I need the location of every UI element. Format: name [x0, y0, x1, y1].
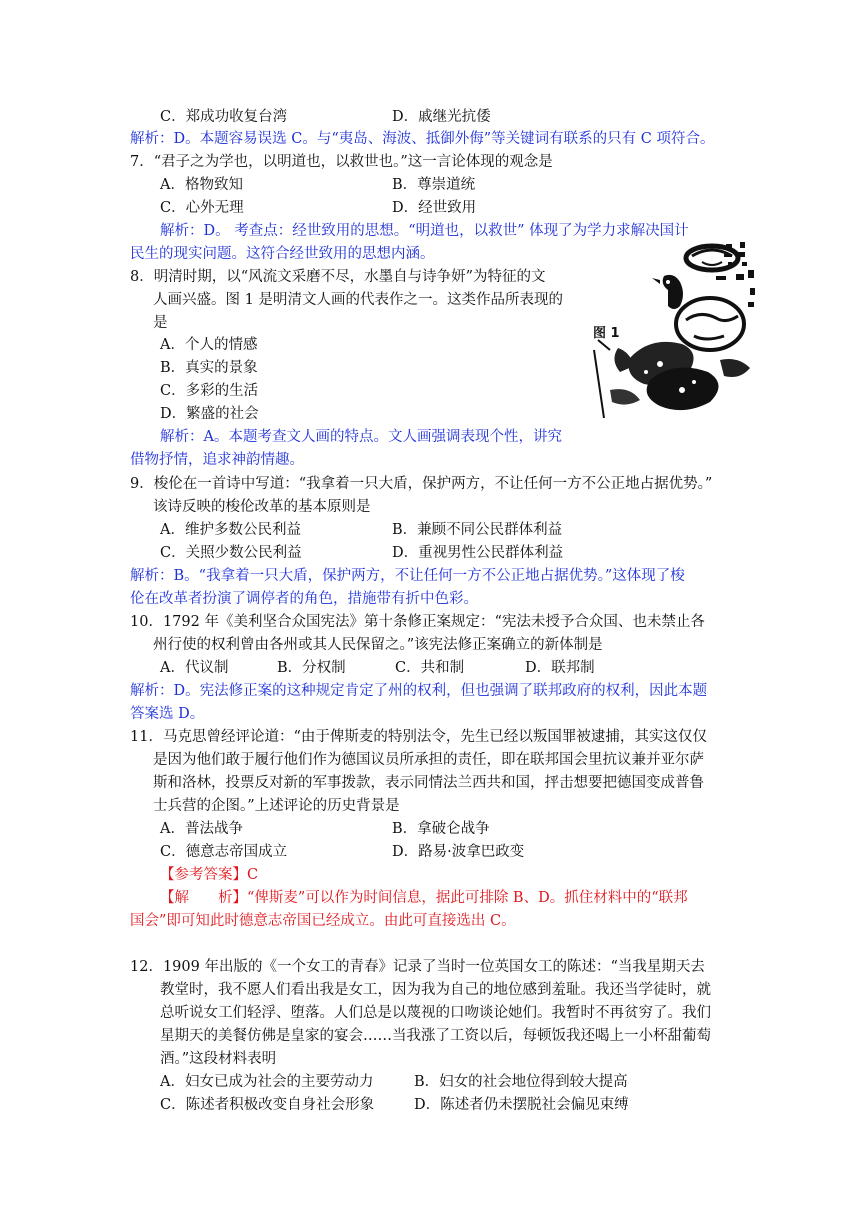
- q8-stem-line2: 人画兴盛。图 1 是明清文人画的代表作之一。这类作品所表现的: [153, 292, 563, 308]
- q11-option-d: D．路易·波拿巴政变: [392, 844, 525, 860]
- q9-option-a: A．维护多数公民利益: [160, 522, 301, 538]
- q7-option-b: B．尊崇道统: [392, 177, 476, 193]
- q7-option-c: C．心外无理: [160, 200, 244, 216]
- q8-stem-line3: 是: [153, 315, 168, 331]
- q11-stem-line1: 11．马克思曾经评论道：“由于俾斯麦的特别法令，先生已经以叛国罪被逮捕，其实这仅仅: [130, 729, 707, 745]
- q9-analysis-line2: 伦在改革者扮演了调停者的角色，措施带有折中色彩。: [130, 591, 478, 607]
- q12-option-c: C．陈述者积极改变自身社会形象: [160, 1097, 375, 1113]
- q12-stem-line1: 12．1909 年出版的《一个女工的青春》记录了当时一位英国女工的陈述：“当我星期天去: [130, 959, 705, 975]
- q9-option-d: D．重视男性公民群体利益: [392, 545, 564, 561]
- q12-stem-line2: 教堂时，我不愿人们看出我是女工，因为我为自己的地位感到羞耻。我还当学徒时，就: [160, 982, 711, 998]
- q8-option-c: C．多彩的生活: [160, 383, 259, 399]
- q9-option-b: B．兼顾不同公民群体利益: [392, 522, 563, 538]
- q10-option-b: B．分权制: [277, 660, 346, 676]
- q11-analysis-line1: 【解 析】“俾斯麦”可以作为时间信息，据此可排除 B、D。抓住材料中的“联邦: [160, 890, 688, 906]
- q7-stem: 7．“君子之为学也，以明道也，以救世也。”这一言论体现的观念是: [130, 154, 553, 170]
- q11-stem-line4: 士兵营的企图。”上述评论的历史背景是: [153, 798, 400, 814]
- q12-stem-line4: 星期天的美餐仿佛是皇家的宴会……当我涨了工资以后，每顿饭我还喝上一小杯甜葡萄: [160, 1028, 711, 1044]
- q12-option-d: D．陈述者仍未摆脱社会偏见束缚: [414, 1097, 629, 1113]
- q10-option-a: A．代议制: [160, 660, 229, 676]
- q10-option-d: D．联邦制: [525, 660, 595, 676]
- q10-stem-line1: 10．1792 年《美利坚合众国宪法》第十条修正案规定：“宪法未授予合众国、也未禁止各: [130, 614, 705, 630]
- q6-analysis: 解析：D。本题容易误选 C。与“夷岛、海波、抵御外侮”等关键词有联系的只有 C 项符合。: [130, 131, 715, 147]
- q9-stem-line2: 该诗反映的梭伦改革的基本原则是: [153, 499, 371, 515]
- q9-stem-line1: 9．梭伦在一首诗中写道：“我拿着一只大盾，保护两方，不让任何一方不公正地占据优势。”: [130, 476, 713, 492]
- q11-analysis-line2: 国会”即可知此时德意志帝国已经成立。由此可直接选出 C。: [130, 913, 516, 929]
- q7-analysis-line2: 民生的现实问题。这符合经世致用的思想内涵。: [130, 246, 435, 262]
- q10-analysis-line2: 答案选 D。: [130, 706, 205, 722]
- q8-option-d: D．繁盛的社会: [160, 406, 259, 422]
- q8-option-b: B．真实的景象: [160, 360, 258, 376]
- q11-answer: 【参考答案】C: [160, 867, 259, 883]
- q10-stem-line2: 州行使的权利曾由各州或其人民保留之。”该宪法修正案确立的新体制是: [153, 637, 603, 653]
- q8-analysis-line1: 解析：A。本题考查文人画的特点。文人画强调表现个性，讲究: [160, 429, 562, 445]
- q8-option-a: A．个人的情感: [160, 337, 258, 353]
- q12-option-b: B．妇女的社会地位得到较大提高: [414, 1074, 628, 1090]
- q11-stem-line2: 是因为他们敢于履行他们作为德国议员所承担的责任，即在联邦国会里抗议兼并亚尔萨: [153, 752, 704, 768]
- q11-option-b: B．拿破仑战争: [392, 821, 490, 837]
- q12-option-a: A．妇女已成为社会的主要劳动力: [160, 1074, 374, 1090]
- q9-analysis-line1: 解析：B。“我拿着一只大盾，保护两方，不让任何一方不公正地占据优势。”这体现了梭: [130, 568, 685, 584]
- q10-option-c: C．共和制: [395, 660, 465, 676]
- q7-option-d: D．经世致用: [392, 200, 477, 216]
- q6-option-c: C．郑成功收复台湾: [160, 109, 288, 125]
- q6-option-d: D．戚继光抗倭: [392, 109, 491, 125]
- q7-analysis-line1: 解析：D。 考查点：经世致用的思想。“明道也，以救世” 体现了为学力求解决国计: [160, 223, 689, 239]
- q8-analysis-line2: 借物抒情，追求神韵情趣。: [130, 452, 304, 468]
- q11-option-c: C．德意志帝国成立: [160, 844, 288, 860]
- q8-stem-line1: 8．明清时期，以“风流文采磨不尽，水墨自与诗争妍”为特征的文: [130, 269, 546, 285]
- q9-option-c: C．关照少数公民利益: [160, 545, 302, 561]
- q10-analysis-line1: 解析：D。宪法修正案的这种规定肯定了州的权利，但也强调了联邦政府的权利，因此本题: [130, 683, 708, 699]
- q7-option-a: A．格物致知: [160, 177, 243, 193]
- figure-1-label: 图 1: [593, 326, 620, 341]
- q12-stem-line3: 总听说女工们轻浮、堕落。人们总是以蔑视的口吻谈论她们。我暂时不再贫穷了。我们: [160, 1005, 711, 1021]
- q12-stem-line5: 酒。”这段材料表明: [160, 1051, 277, 1067]
- q11-option-a: A．普法战争: [160, 821, 243, 837]
- q11-stem-line3: 斯和洛林，投票反对新的军事拨款，表示同情法兰西共和国，抨击想要把德国变成普鲁: [153, 775, 704, 791]
- ink-painting-image: [590, 240, 760, 418]
